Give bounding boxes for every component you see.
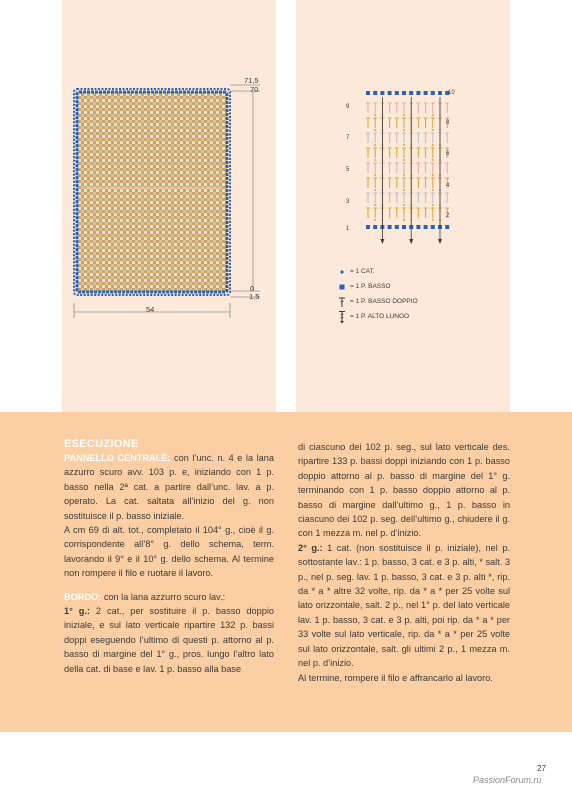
dim-top-2: 70 xyxy=(250,85,259,94)
stitch-dot xyxy=(403,159,405,161)
square-icon xyxy=(337,282,347,292)
stitch-dot xyxy=(374,174,376,176)
legend-row xyxy=(337,294,418,309)
stitch-dot xyxy=(403,174,405,176)
section-title: ESECUZIONE xyxy=(64,438,139,450)
stitch-square xyxy=(395,225,399,229)
row-number: 1 xyxy=(346,226,350,232)
pannello-text: con l’unc. n. 4 e la lana azzurro scuro avv. 103 p. e, iniziando con 1 p. basso nella 2ª cat. a partire dall’unc. lav. a p. operato. La cat. saltata all’inizio del g. non sostituisce il p. basso iniziale. xyxy=(64,453,274,521)
bordo-label: BORDO: xyxy=(64,591,102,602)
stitch-square xyxy=(409,91,413,95)
row-number: 6 xyxy=(446,151,450,157)
stitch-dot xyxy=(374,114,376,116)
blanket-shape xyxy=(74,89,230,295)
stitch-square xyxy=(431,91,435,95)
blanket-diagram xyxy=(0,0,572,330)
stitch-square xyxy=(395,91,399,95)
stitch-dot xyxy=(374,204,376,206)
stitch-dot xyxy=(374,189,376,191)
stitch-dot xyxy=(403,129,405,131)
stitch-dot xyxy=(403,219,405,221)
row-number: 8 xyxy=(446,120,450,126)
stitch-square xyxy=(424,91,428,95)
legend-label: = 1 P. BASSO xyxy=(350,283,391,290)
stitch-square xyxy=(380,91,384,95)
dim-bottom-1: 0 xyxy=(250,284,255,293)
pannello-paragraph xyxy=(64,451,274,523)
stitch-dot xyxy=(403,204,405,206)
row-number: 4 xyxy=(446,183,450,189)
t-double-icon xyxy=(337,296,347,308)
stitch-dot xyxy=(374,159,376,161)
dot-icon xyxy=(337,267,347,277)
stitch-dot xyxy=(432,174,434,176)
stitch-square xyxy=(366,91,370,95)
legend-row xyxy=(337,309,418,324)
stitch-dot xyxy=(432,129,434,131)
t-long-icon xyxy=(337,310,347,324)
g2-text: 1 cat. (non sostituisce il p. iniziale), nel p. sottostante lav.: 1 p. basso, 3 cat. e 3 p. alti, * salt. 3 p., nel p. seg. lav. 1 p. basso, 3 cat. e 3 p. alti *, rip. da * a * altre 32 volte, rip. da * a * per 25 volte sul lato orizzontale, salt. 2 p., nel 1° p. del lato verticale lav. 1 p. basso, 3 cat. e 3 p. alti, poi rip. da * a * per 33 volte sul lato verticale, rip. da * a * per 25 volte sul lato orizzontale, salt. gli ultimi 2 p., 1 mezza m. nel p. d’inizio. xyxy=(298,542,511,669)
stitch-square xyxy=(373,91,377,95)
bordo-text: con la lana azzurro scuro lav.: xyxy=(101,591,226,602)
g1-text: 2 cat., per sostituire il p. basso doppio iniziale, e sul lato verticale ripartire 132 p. bassi doppi eseguendo l’ultimo di questi p. attorno al p. basso di margine del 1° g., pros. lungo l’altro lato della cat. di base e lav. 1 p. basso alla base xyxy=(64,606,274,674)
legend-row xyxy=(337,279,418,294)
legend-label: = 1 CAT. xyxy=(350,268,375,275)
stitch-dot xyxy=(432,144,434,146)
stitch-square xyxy=(388,91,392,95)
stitch-square xyxy=(445,225,449,229)
stitch-square xyxy=(388,225,392,229)
legend-label: = 1 P. ALTO LUNGO xyxy=(350,313,410,320)
stitch-square xyxy=(416,225,420,229)
stitch-square xyxy=(431,225,435,229)
row-number: 9 xyxy=(346,104,350,110)
schema-legend xyxy=(337,264,418,324)
stitch-square xyxy=(424,225,428,229)
stitch-dot xyxy=(432,204,434,206)
row-number: 3 xyxy=(346,199,350,205)
g2-label: 2° g.: xyxy=(298,542,323,553)
stitch-dot xyxy=(403,189,405,191)
g1-label: 1° g.: xyxy=(64,606,90,617)
right-paragraph-1: di ciascuno dei 102 p. seg., sul lato verticale des. ripartire 133 p. bassi doppi iniziando con 1 p. basso doppio attorno al p. basso di margine del 1° g. terminando con 1 p. basso doppio attorno al p. basso di margine dall’ultimo g., 1 p. basso in ciascuno dei 102 p. seg. dell’ultimo g., chiudere il g. con 1 mezza m. nel p. d’inizio. xyxy=(298,442,510,539)
dim-top-1: 71,5 xyxy=(244,76,259,85)
stitch-square xyxy=(402,225,406,229)
row-number: 7 xyxy=(346,135,350,141)
bordo-paragraph xyxy=(64,590,274,604)
page-number: 27 xyxy=(537,764,546,773)
instructions-right-column xyxy=(298,440,510,685)
row-number: 5 xyxy=(346,167,350,173)
stitch-dot xyxy=(432,189,434,191)
stitch-square xyxy=(416,91,420,95)
legend-label: = 1 P. BASSO DOPPIO xyxy=(350,298,418,305)
stitch-arrow xyxy=(380,239,384,244)
instructions-left-column xyxy=(64,437,274,676)
pannello-paragraph-2: A cm 69 di alt. tot., completato il 104° g., cioè il g. corrispondente all’8° g. dello schema, term. lavorando il 9° e il 10° g. dello schema. Al termine non rompere il filo e ruotare il lavoro. xyxy=(64,525,274,579)
stitch-dot xyxy=(432,159,434,161)
g2-paragraph xyxy=(298,541,510,671)
stitch-square xyxy=(402,91,406,95)
stitch-dot xyxy=(432,114,434,116)
stitch-dot xyxy=(403,144,405,146)
stitch-dot xyxy=(374,129,376,131)
row-number: 2 xyxy=(446,213,450,219)
stitch-square xyxy=(366,225,370,229)
stitch-arrow xyxy=(438,239,442,244)
dim-bottom-2: 1,5 xyxy=(249,292,260,301)
pannello-label: PANNELLO CENTRALE: xyxy=(64,453,171,463)
stitch-dot xyxy=(374,144,376,146)
stitch-dot xyxy=(374,219,376,221)
stitch-dot xyxy=(403,114,405,116)
stitch-dot xyxy=(432,219,434,221)
watermark: PassionForum.ru xyxy=(473,775,542,785)
stitch-square xyxy=(373,225,377,229)
legend-row xyxy=(337,264,418,279)
g1-paragraph xyxy=(64,604,274,676)
dim-width: 54 xyxy=(146,305,155,314)
stitch-schema xyxy=(360,85,470,255)
final-paragraph: Al termine, rompere il filo e affrancarlo al lavoro. xyxy=(298,672,493,683)
row-number: 10 xyxy=(448,90,455,96)
stitch-arrow xyxy=(409,239,413,244)
stitch-square xyxy=(438,91,442,95)
